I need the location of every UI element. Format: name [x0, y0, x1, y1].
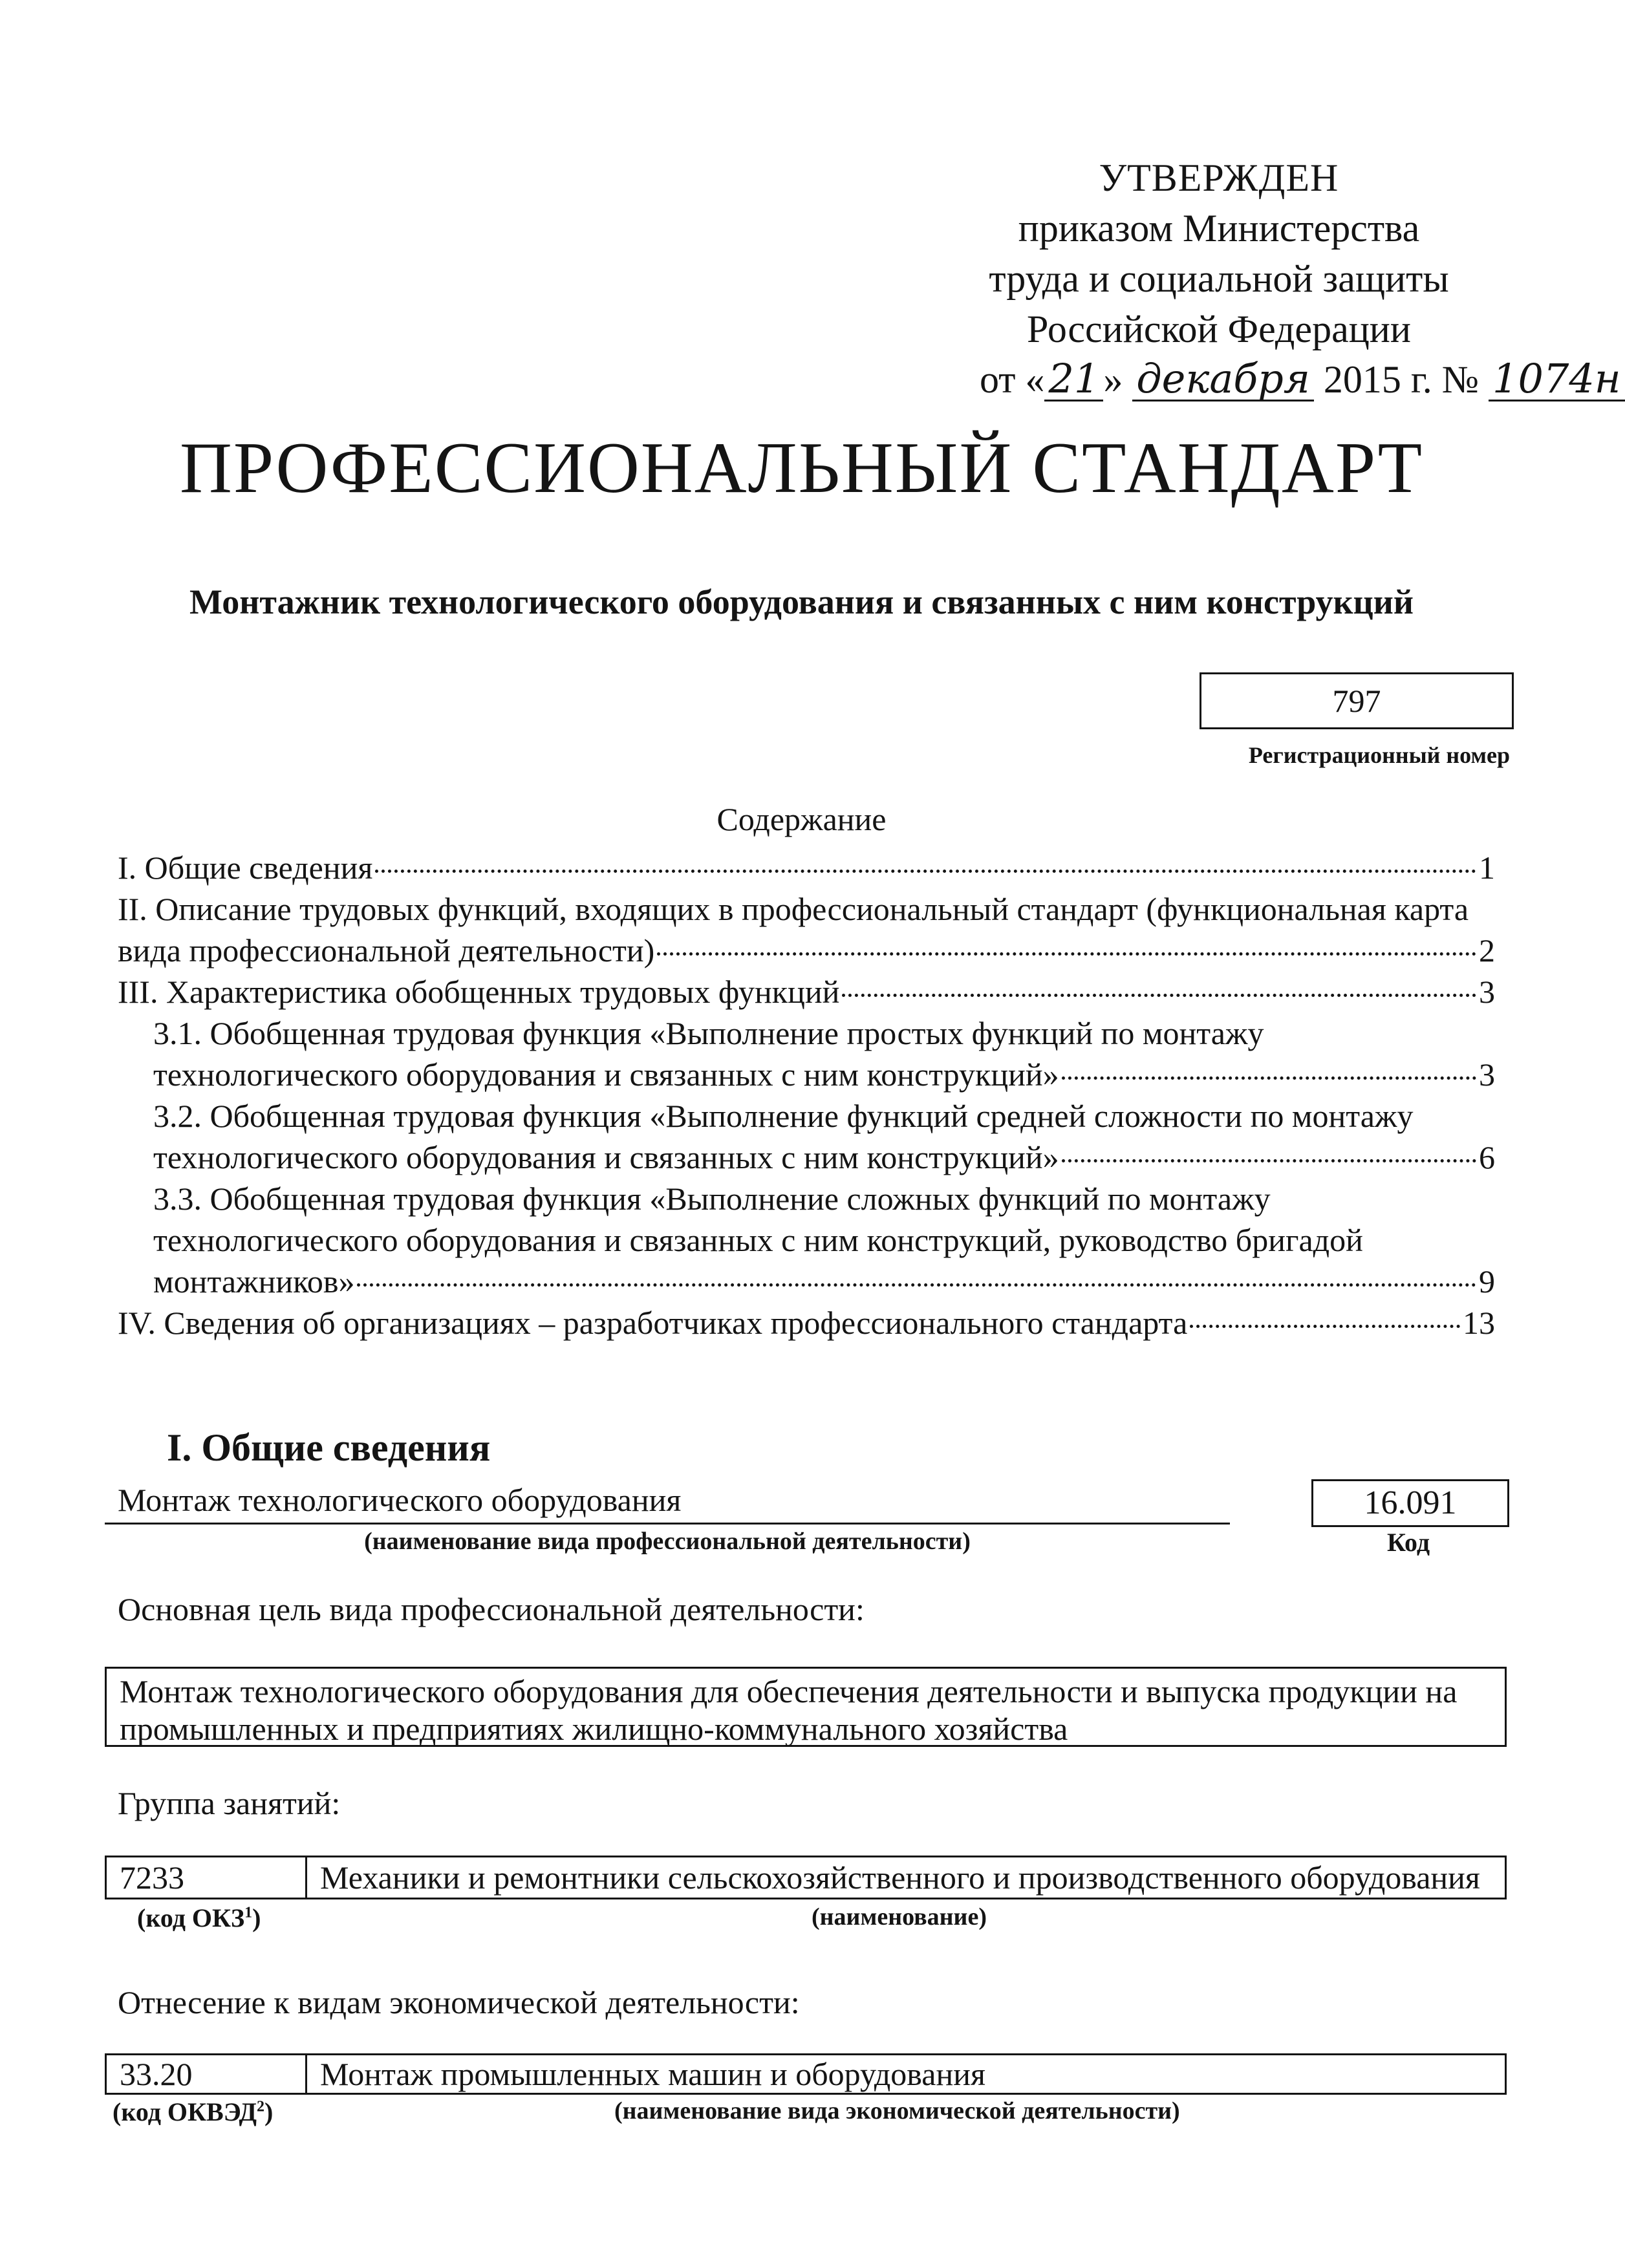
- approval-block: [951, 153, 1621, 405]
- toc-leader: [1062, 1076, 1476, 1080]
- toc-item-3-3-line2: технологического оборудования и связанных с ним конструкций, руководство бригадой: [153, 1222, 1363, 1258]
- activity-code-box: 16.091: [1311, 1479, 1509, 1527]
- toc-item-3-1: технологического оборудования и связанных с ним конструкций» 3: [118, 1054, 1495, 1095]
- okz-code-label: (код ОКЗ$^1$): [137, 1903, 261, 1932]
- occupation-name-label: (наименование): [812, 1903, 987, 1931]
- toc-item-2: вида профессиональной деятельности) 2: [118, 930, 1495, 971]
- occupation-group-label: Группа занятий:: [118, 1785, 341, 1821]
- toc-item-4: IV. Сведения об организациях – разработчиках профессионального стандарта 13: [118, 1302, 1495, 1343]
- order-number-handwritten: 1074н: [1489, 358, 1625, 401]
- toc-leader: [657, 952, 1476, 956]
- toc-page: 2: [1479, 932, 1495, 968]
- order-year: 2015 г. №: [1323, 358, 1479, 401]
- okved-code-label: (код ОКВЭД$^2$): [113, 2097, 274, 2126]
- order-date-line: от «21 » декабря 2015 г. № 1074н: [951, 354, 1487, 405]
- standard-name: Монтажник технологического оборудования и связанных с ним конструкций: [189, 583, 1414, 621]
- toc-page: 6: [1479, 1139, 1495, 1175]
- order-from: от: [980, 358, 1016, 401]
- toc-leader: [842, 994, 1476, 997]
- footnote-ref: 1: [244, 1904, 253, 1921]
- activity-kind-field: Монтаж технологического оборудования: [105, 1475, 1230, 1524]
- approval-line-federation: Российской Федерации: [1026, 308, 1412, 350]
- economic-activity-label: Отнесение к видам экономической деятельности:: [118, 1984, 800, 2020]
- okz-code-cell: 7233: [107, 1857, 307, 1898]
- toc-leader: [375, 870, 1476, 873]
- toc-page: 1: [1479, 850, 1495, 886]
- occupation-group-table: [105, 1856, 1507, 1899]
- toc-leader: [1190, 1325, 1460, 1328]
- toc-item-3-2: технологического оборудования и связанных с ним конструкций» 6: [118, 1137, 1495, 1178]
- approval-title: УТВЕРЖДЕН: [1099, 156, 1339, 199]
- order-month-handwritten: декабря: [1132, 358, 1314, 401]
- goal-text-line2: промышленных и предприятиях жилищно-коммунального хозяйства: [120, 1711, 1068, 1747]
- toc-leader: [357, 1283, 1476, 1287]
- toc-item-3: III. Характеристика обобщенных трудовых функций 3: [118, 971, 1495, 1012]
- occupation-name-cell: Механики и ремонтники сельскохозяйственного и производственного оборудования: [320, 1859, 1480, 1896]
- toc-page: 3: [1479, 1056, 1495, 1093]
- goal-text-line1: Монтаж технологического оборудования для обеспечения деятельности и выпуска продукции на: [120, 1673, 1458, 1709]
- table-of-contents: [118, 847, 1495, 1343]
- toc-page: 3: [1479, 974, 1495, 1010]
- toc-item-3-3: монтажников» 9: [118, 1261, 1495, 1302]
- approval-line-labor: труда и социальной защиты: [989, 257, 1449, 300]
- toc-page: 9: [1479, 1263, 1495, 1300]
- economic-activity-name-cell: Монтаж промышленных машин и оборудования: [320, 2056, 985, 2092]
- activity-code-label: Код: [1386, 1528, 1430, 1557]
- footnote-ref: 2: [257, 2098, 265, 2115]
- toc-item-2-line1: II. Описание трудовых функций, входящих в профессиональный стандарт (функциональная карта: [118, 891, 1469, 927]
- registration-number-label: Регистрационный номер: [1248, 742, 1510, 768]
- okved-code-cell: 33.20: [107, 2055, 307, 2093]
- order-day-handwritten: 21: [1044, 358, 1103, 401]
- economic-activity-name-label: (наименование вида экономической деятельности): [614, 2097, 1180, 2124]
- toc-item-1: I. Общие сведения 1: [118, 847, 1495, 888]
- goal-box: [105, 1667, 1507, 1747]
- toc-leader: [1062, 1159, 1476, 1162]
- registration-number-box: 797: [1200, 672, 1514, 729]
- economic-activity-table: [105, 2053, 1507, 2095]
- document-title: ПРОФЕССИОНАЛЬНЫЙ СТАНДАРТ: [180, 428, 1423, 508]
- toc-page: 13: [1463, 1305, 1495, 1341]
- approval-line-ministry: приказом Министерства: [1018, 207, 1420, 250]
- section-heading-general: I. Общие сведения: [167, 1426, 491, 1469]
- toc-item-3-1-line1: 3.1. Обобщенная трудовая функция «Выполнение простых функций по монтажу: [153, 1015, 1264, 1051]
- toc-item-3-3-line1: 3.3. Обобщенная трудовая функция «Выполнение сложных функций по монтажу: [153, 1181, 1271, 1217]
- toc-heading: Содержание: [716, 801, 887, 837]
- toc-item-3-2-line1: 3.2. Обобщенная трудовая функция «Выполнение функций средней сложности по монтажу: [153, 1098, 1414, 1134]
- goal-label: Основная цель вида профессиональной деятельности:: [118, 1591, 865, 1627]
- activity-kind-label: (наименование вида профессиональной деятельности): [364, 1528, 971, 1555]
